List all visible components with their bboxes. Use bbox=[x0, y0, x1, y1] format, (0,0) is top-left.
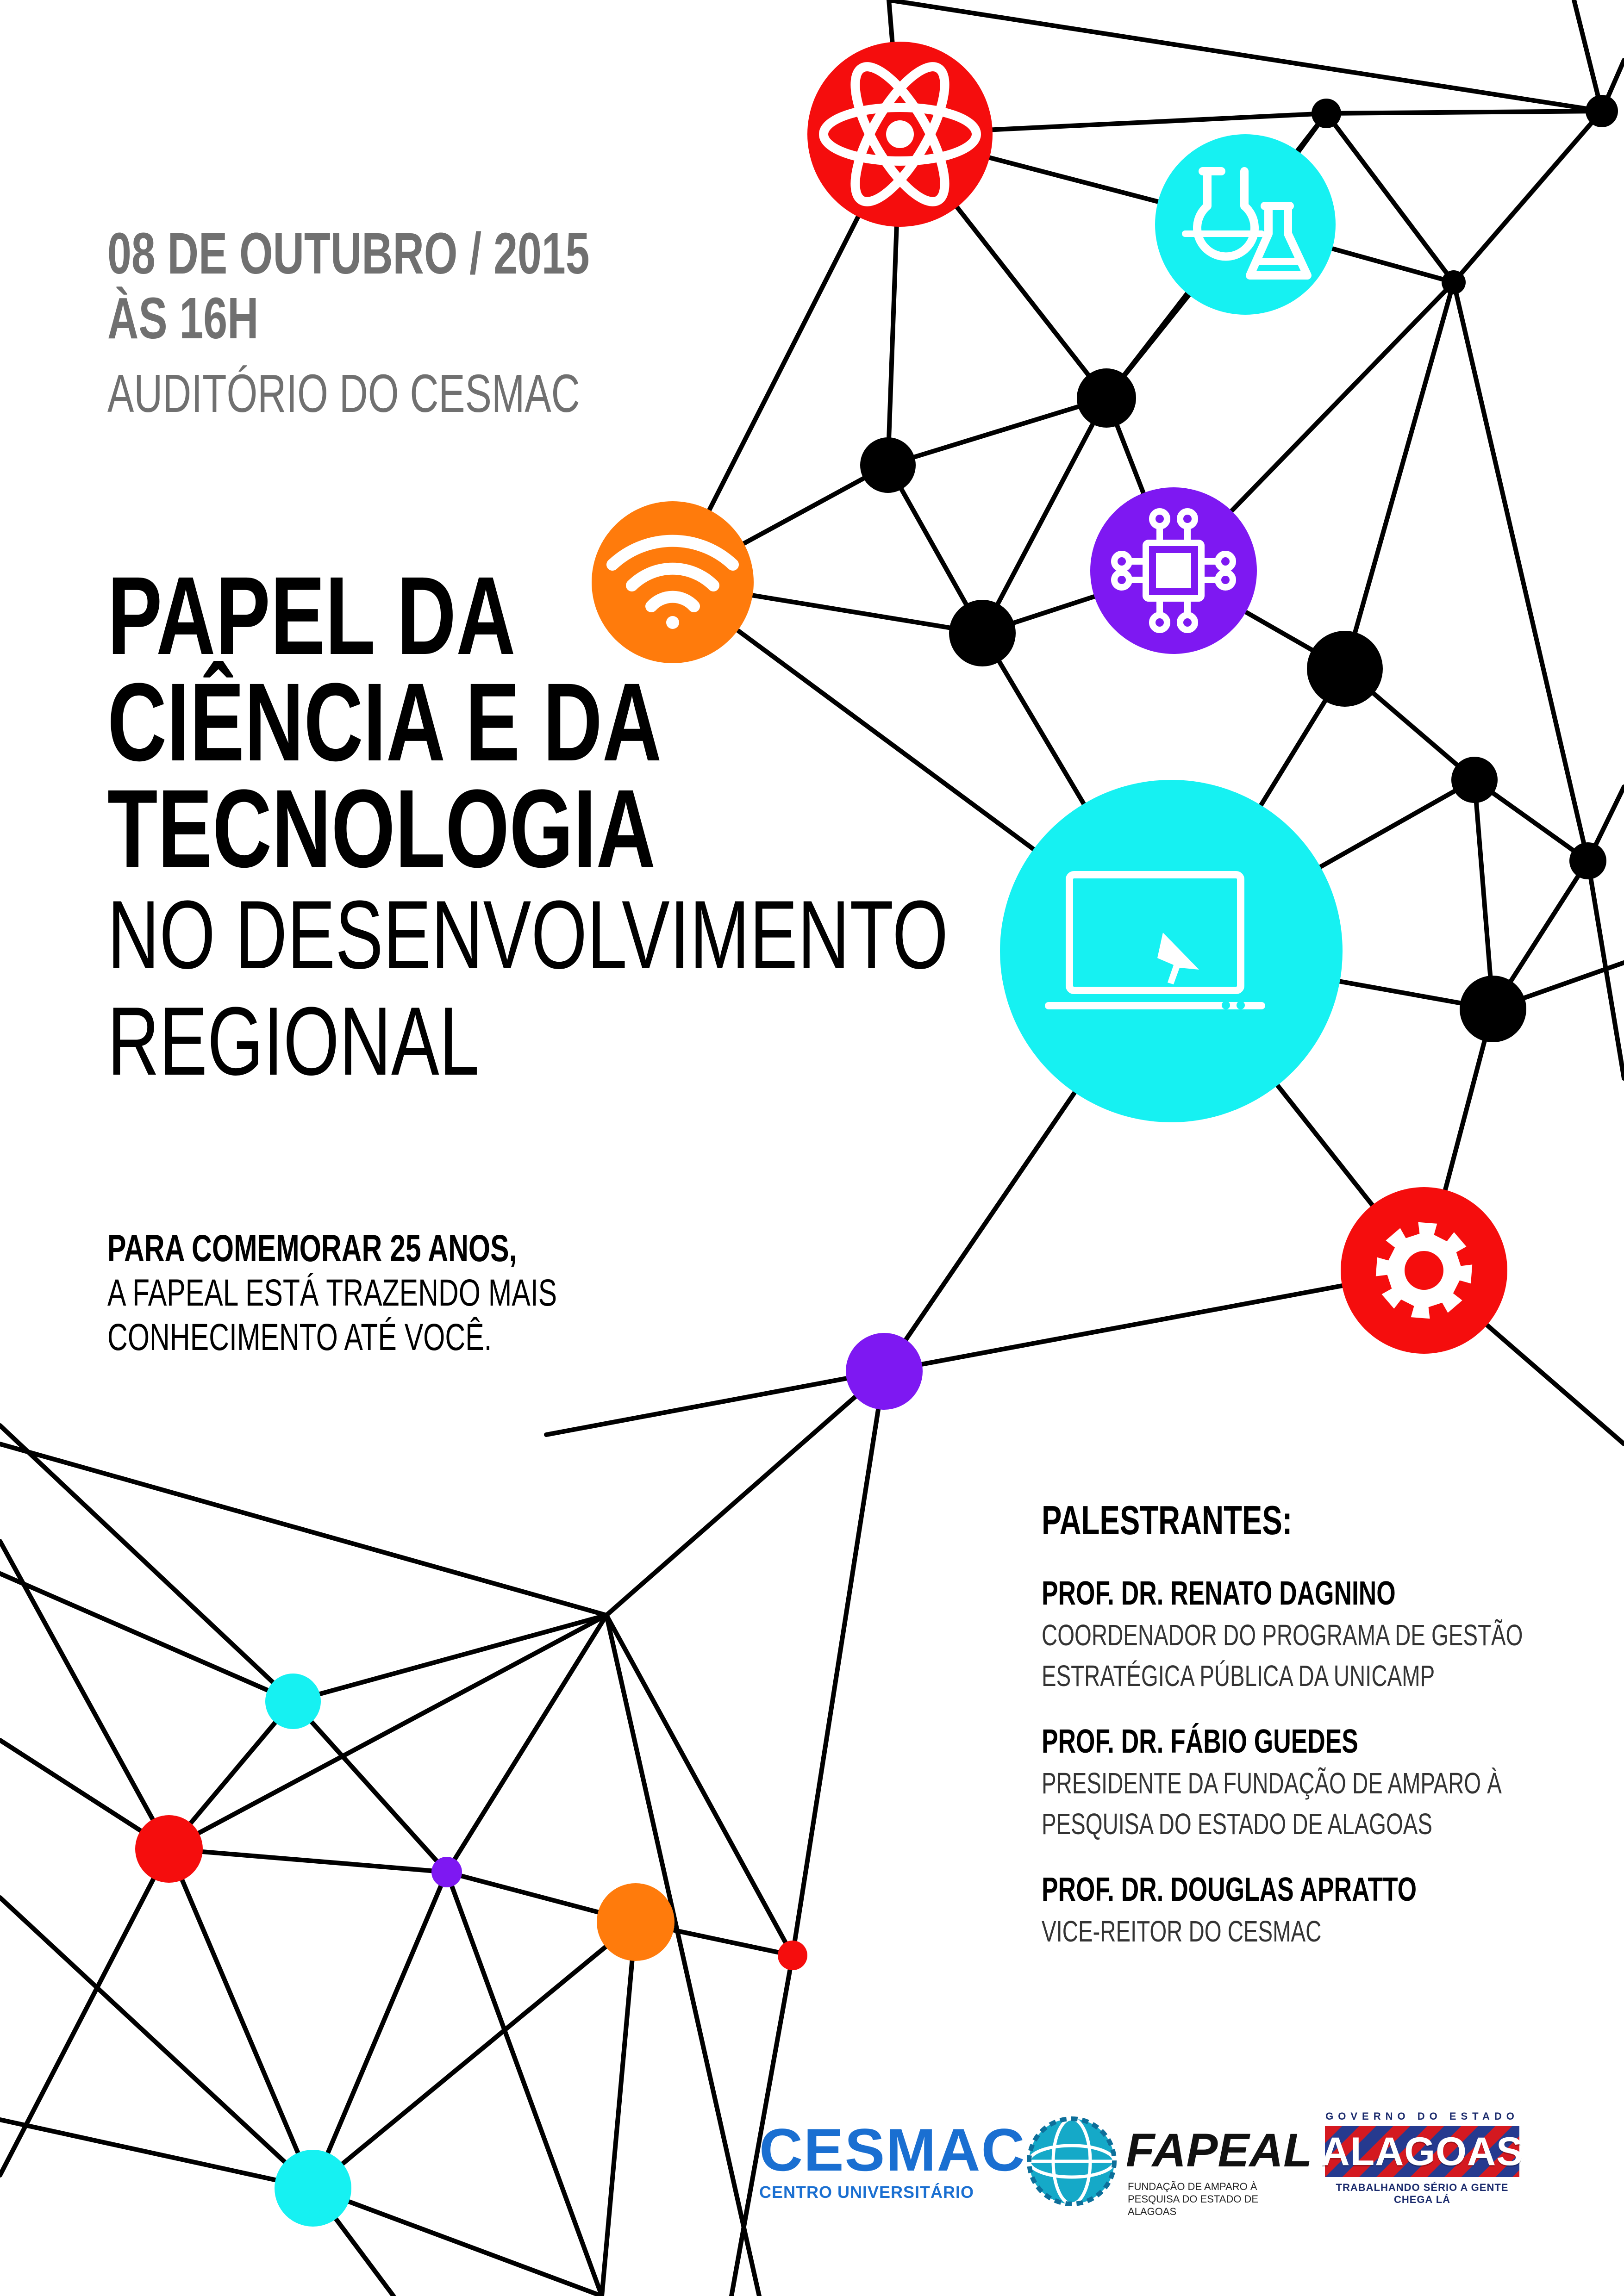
network-edge bbox=[313, 2188, 602, 2296]
speaker-role: COORDENADOR DO PROGRAMA DE GESTÃO bbox=[1042, 1618, 1523, 1652]
alagoas-slogan: TRABALHANDO SÉRIO A GENTE CHEGA LÁ bbox=[1336, 2182, 1509, 2205]
cesmac-subtitle: CENTRO UNIVERSITÁRIO bbox=[759, 2183, 974, 2202]
gear-icon bbox=[1376, 1222, 1472, 1319]
intro-text bbox=[107, 1226, 715, 1360]
network-edge bbox=[1474, 780, 1493, 1009]
fapeal-wordmark: FAPEAL bbox=[1126, 2124, 1312, 2177]
network-dot bbox=[135, 1815, 203, 1883]
speaker-role: PESQUISA DO ESTADO DE ALAGOAS bbox=[1042, 1807, 1432, 1841]
network-edge bbox=[0, 2120, 313, 2188]
network-edge bbox=[1574, 0, 1602, 111]
network-dot bbox=[860, 437, 916, 493]
network-dot bbox=[275, 2150, 351, 2227]
network-edge bbox=[169, 1849, 313, 2188]
network-dot bbox=[846, 1333, 923, 1410]
network-dot bbox=[1586, 95, 1618, 127]
network-dot bbox=[1307, 631, 1383, 707]
network-edge bbox=[0, 1444, 606, 1615]
title-line-2: CIÊNCIA E DA bbox=[107, 660, 662, 784]
network-edge bbox=[1454, 111, 1602, 282]
network-edge bbox=[313, 1872, 447, 2188]
network-edge bbox=[0, 1574, 293, 1701]
network-edge bbox=[1326, 111, 1602, 113]
event-time: ÀS 16H bbox=[107, 286, 259, 351]
cesmac-wordmark: CESMAC bbox=[759, 2116, 1026, 2184]
network-edge bbox=[546, 1371, 884, 1435]
speaker-name: PROF. DR. DOUGLAS APRATTO bbox=[1042, 1871, 1417, 1908]
intro-line-3: CONHECIMENTO ATÉ VOCÊ. bbox=[107, 1316, 492, 1358]
speaker-3 bbox=[1042, 1868, 1523, 1952]
network-edge bbox=[169, 1849, 447, 1872]
fapeal-logo bbox=[1023, 2108, 1312, 2219]
alagoas-wordmark: ALAGOAS bbox=[1321, 2129, 1524, 2174]
network-edge bbox=[888, 398, 1106, 465]
network-dot bbox=[597, 1883, 675, 1961]
intro-line-1: PARA COMEMORAR 25 ANOS, bbox=[107, 1227, 517, 1269]
speaker-role: VICE-REITOR DO CESMAC bbox=[1042, 1915, 1322, 1948]
network-edge bbox=[169, 1615, 606, 1849]
network-dot bbox=[1312, 99, 1341, 128]
title-line-5: REGIONAL bbox=[107, 987, 480, 1095]
fapeal-subtitle: FUNDAÇÃO DE AMPARO À PESQUISA DO ESTADO DE ALAGOAS bbox=[1128, 2181, 1258, 2217]
intro-line-2: A FAPEAL ESTÁ TRAZENDO MAIS bbox=[107, 1272, 557, 1314]
speaker-name: PROF. DR. FÁBIO GUEDES bbox=[1042, 1723, 1358, 1760]
fapeal-globe-icon bbox=[1023, 2113, 1120, 2210]
network-edge bbox=[293, 1701, 447, 1872]
title-line-1: PAPEL DA bbox=[107, 554, 516, 678]
network-dot bbox=[265, 1674, 321, 1729]
alagoas-logo bbox=[1321, 2110, 1524, 2217]
network-dot bbox=[1077, 368, 1136, 428]
network-dot bbox=[778, 1941, 807, 1970]
network-dot bbox=[1460, 976, 1526, 1042]
network-dot bbox=[1451, 757, 1498, 803]
network-edge bbox=[0, 1425, 293, 1701]
speaker-role: PRESIDENTE DA FUNDAÇÃO DE AMPARO À bbox=[1042, 1767, 1502, 1800]
speaker-role: ESTRATÉGICA PÚBLICA DA UNICAMP bbox=[1042, 1659, 1435, 1692]
flasks-node bbox=[1155, 134, 1336, 315]
title-line-4: NO DESENVOLVIMENTO bbox=[107, 880, 949, 989]
title-line-3: TECNOLOGIA bbox=[107, 766, 656, 890]
speakers-section bbox=[1042, 1497, 1624, 1976]
speakers-heading: PALESTRANTES: bbox=[1042, 1497, 1293, 1543]
network-edge bbox=[1588, 861, 1624, 1078]
event-place: AUDITÓRIO DO CESMAC bbox=[107, 363, 580, 423]
speaker-name: PROF. DR. RENATO DAGNINO bbox=[1042, 1575, 1396, 1612]
cesmac-logo bbox=[759, 2116, 1026, 2212]
network-dot bbox=[1569, 842, 1606, 879]
speaker-1 bbox=[1042, 1572, 1523, 1696]
network-edge bbox=[793, 1371, 884, 1955]
network-edge bbox=[447, 1872, 602, 2296]
network-edge bbox=[602, 1922, 636, 2296]
network-edge bbox=[313, 1922, 636, 2188]
network-edge bbox=[0, 1898, 313, 2188]
event-date: 08 DE OUTUBRO / 2015 bbox=[107, 221, 590, 286]
alagoas-top-text: GOVERNO DO ESTADO bbox=[1325, 2110, 1519, 2122]
network-edge bbox=[0, 1541, 169, 1849]
network-dot bbox=[431, 1857, 462, 1887]
event-info bbox=[107, 221, 759, 426]
network-dot bbox=[1442, 270, 1466, 294]
network-edge bbox=[1326, 113, 1454, 282]
network-edge bbox=[889, 0, 1602, 111]
network-edge bbox=[606, 1371, 884, 1615]
alagoas-banner bbox=[1321, 2126, 1524, 2177]
poster-title bbox=[107, 554, 1243, 1095]
speaker-2 bbox=[1042, 1720, 1523, 1844]
